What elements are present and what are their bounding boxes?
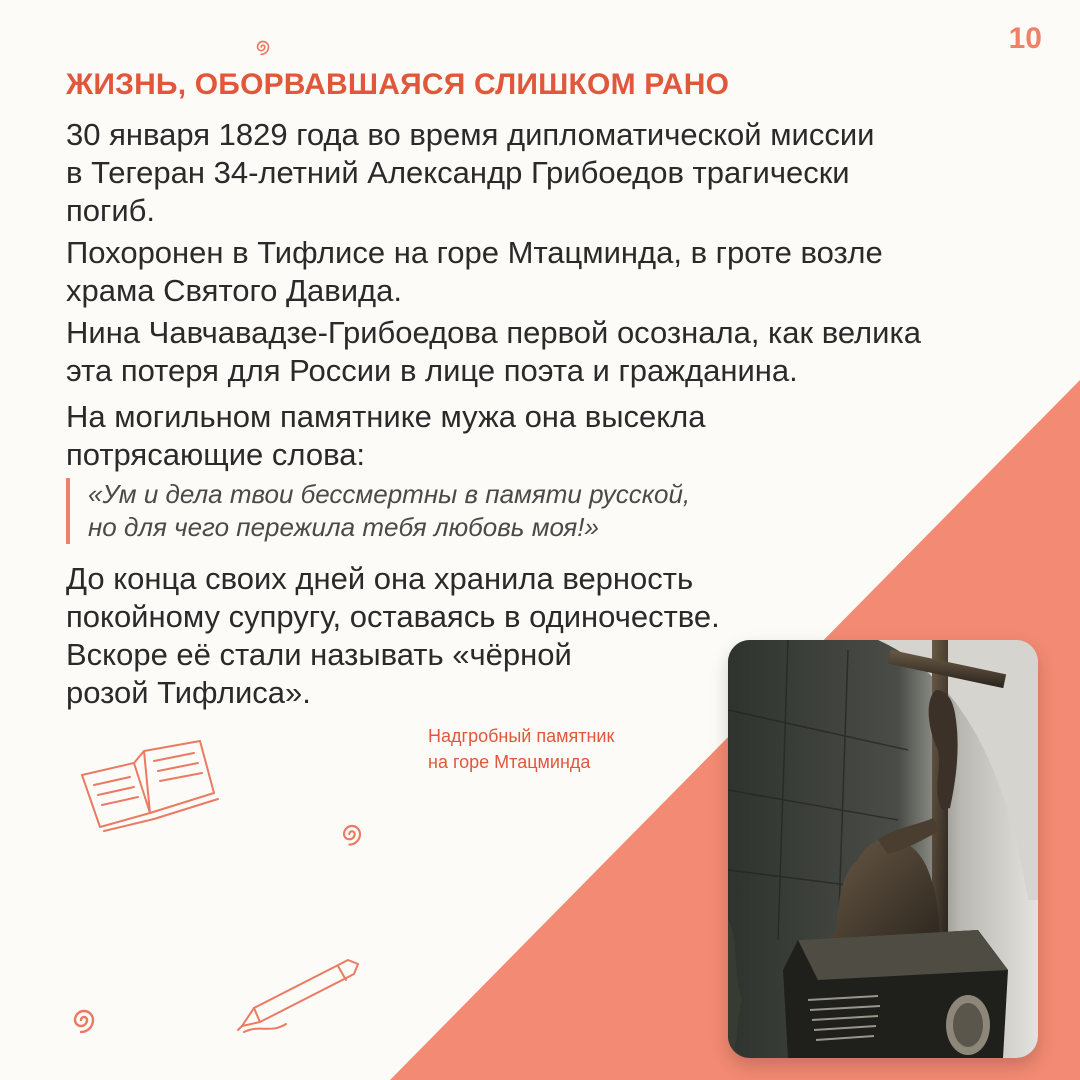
swirl-icon bbox=[66, 1002, 102, 1038]
tombstone-illustration bbox=[728, 640, 1038, 1058]
caption-line: на горе Мтацминда bbox=[428, 752, 591, 772]
photo-caption bbox=[428, 723, 614, 775]
swirl-icon bbox=[252, 36, 274, 58]
swirl-icon bbox=[336, 818, 368, 850]
quote-line: «Ум и дела твои бессмертны в памяти русской, bbox=[88, 479, 691, 509]
quote-line: но для чего пережила тебя любовь моя!» bbox=[88, 512, 599, 542]
text-line: в Тегеран 34-летний Александр Грибоедов трагически bbox=[66, 155, 850, 190]
tombstone-photo bbox=[728, 640, 1038, 1058]
text-line: храма Святого Давида. bbox=[66, 273, 402, 308]
text-line: 30 января 1829 года во время дипломатической миссии bbox=[66, 117, 875, 152]
text-line: До конца своих дней она хранила верность bbox=[66, 561, 694, 596]
open-book-icon bbox=[74, 735, 224, 835]
page-number: 10 bbox=[1008, 22, 1042, 55]
text-line: эта потеря для России в лице поэта и гражданина. bbox=[66, 353, 798, 388]
paragraph-mission bbox=[66, 116, 1056, 230]
text-line: потрясающие слова: bbox=[66, 437, 366, 472]
pen-icon bbox=[230, 950, 370, 1035]
paragraph-monument bbox=[66, 398, 1056, 474]
text-line: погиб. bbox=[66, 193, 156, 228]
text-line: розой Тифлиса». bbox=[66, 675, 311, 710]
text-line: Нина Чавчавадзе-Грибоедова первой осознала, как велика bbox=[66, 315, 921, 350]
text-line: На могильном памятнике мужа она высекла bbox=[66, 399, 706, 434]
paragraph-nina bbox=[66, 314, 1056, 390]
page-title: ЖИЗНЬ, ОБОРВАВШАЯСЯ СЛИШКОМ РАНО bbox=[66, 68, 730, 101]
text-line: Вскоре её стали называть «чёрной bbox=[66, 637, 572, 672]
text-line: покойному супругу, оставаясь в одиночестве. bbox=[66, 599, 720, 634]
paragraph-burial bbox=[66, 234, 1056, 310]
epitaph-quote bbox=[66, 478, 888, 544]
text-line: Похоронен в Тифлисе на горе Мтацминда, в гроте возле bbox=[66, 235, 883, 270]
caption-line: Надгробный памятник bbox=[428, 726, 615, 746]
